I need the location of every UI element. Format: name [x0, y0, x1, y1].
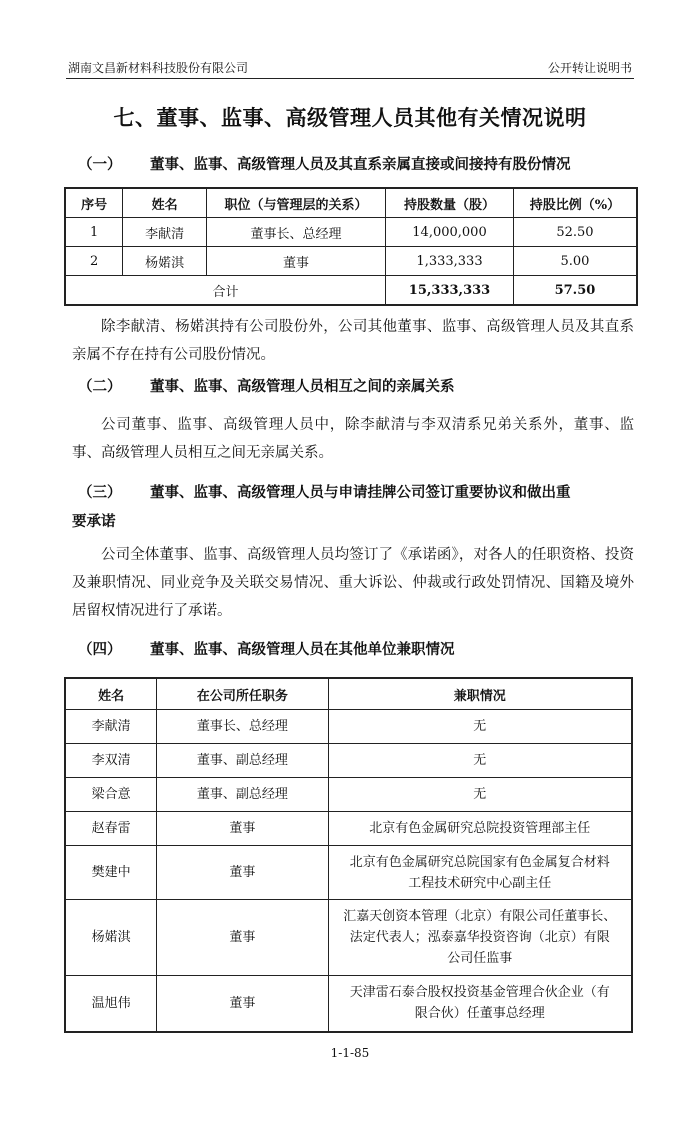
cell-position: 董事长、总经理 [206, 218, 385, 247]
cell-name: 杨婼淇 [123, 247, 207, 276]
cell-name: 李献清 [123, 218, 207, 247]
total-ratio: 57.50 [513, 276, 637, 306]
col-header: 持股比例（%） [513, 188, 637, 218]
cell-name: 赵春雷 [65, 812, 157, 846]
cell-position: 董事、副总经理 [157, 744, 328, 778]
subsection-number: （四） [78, 641, 122, 658]
header-doc-type: 公开转让说明书 [547, 61, 632, 75]
cell-ratio: 5.00 [513, 247, 637, 276]
table-row [65, 247, 637, 276]
cell-part-time [328, 710, 632, 744]
cell-name: 李双清 [65, 744, 157, 778]
page-number: 1-1-85 [330, 1046, 370, 1060]
subsection-number: （一） [78, 156, 122, 173]
subsection-heading-4 [78, 635, 634, 664]
subsection-text: 董事、监事、高级管理人员在其他单位兼职情况 [150, 641, 455, 658]
paragraph-3: 公司全体董事、监事、高级管理人员均签订了《承诺函》，对各人的任职资格、投资及兼职情况、同业竞争及关联交易情况、重大诉讼、仲裁或行政处罚情况、国籍及境外居留权情况进行了承诺。 [72, 547, 634, 619]
part-time-table [64, 677, 633, 1033]
col-header: 在公司所任职务 [157, 678, 328, 710]
col-header: 兼职情况 [328, 678, 632, 710]
cell-part-time [328, 846, 632, 900]
total-shares: 15,333,333 [386, 276, 514, 306]
cell-index: 2 [65, 247, 123, 276]
subsection-number: （三） [78, 484, 122, 501]
cell-position: 董事 [157, 846, 328, 900]
subsection-text: 董事、监事、高级管理人员与申请挂牌公司签订重要协议和做出重 [150, 484, 571, 501]
part-time-line: 工程技术研究中心副主任 [408, 875, 552, 891]
subsection-text: 董事、监事、高级管理人员相互之间的亲属关系 [150, 378, 455, 395]
paragraph-1: 除李献清、杨婼淇持有公司股份外，公司其他董事、监事、高级管理人员及其直系亲属不存在持有公司股份情况。 [72, 319, 634, 363]
cell-shares: 1,333,333 [386, 247, 514, 276]
paragraph-2: 公司董事、监事、高级管理人员中，除李献清与李双清系兄弟关系外，董事、监事、高级管理人员相互之间无亲属关系。 [72, 417, 634, 461]
table-row [65, 812, 632, 846]
col-header: 姓名 [123, 188, 207, 218]
subsection-heading-3 [72, 478, 634, 536]
subsection-heading-2 [78, 372, 634, 401]
cell-part-time [328, 744, 632, 778]
section-title: 七、董事、监事、高级管理人员其他有关情况说明 [113, 105, 587, 130]
cell-position: 董事 [157, 812, 328, 846]
col-header: 职位（与管理层的关系） [206, 188, 385, 218]
part-time-line: 无 [473, 753, 487, 768]
col-header: 姓名 [65, 678, 157, 710]
page-header [66, 56, 634, 79]
table-row [65, 710, 632, 744]
cell-ratio: 52.50 [513, 218, 637, 247]
table-row [65, 218, 637, 247]
part-time-line: 汇嘉天创资本管理（北京）有限公司任董事长、 [343, 909, 617, 924]
cell-position: 董事、副总经理 [157, 778, 328, 812]
table-row [65, 846, 632, 900]
table-header-row [65, 188, 637, 218]
subsection-text: 董事、监事、高级管理人员及其直系亲属直接或间接持有股份情况 [150, 156, 571, 173]
cell-index: 1 [65, 218, 123, 247]
cell-name: 梁合意 [65, 778, 157, 812]
part-time-line: 无 [473, 787, 487, 802]
cell-position: 董事 [157, 976, 328, 1032]
table-row [65, 976, 632, 1032]
total-label: 合计 [65, 276, 386, 306]
part-time-line: 北京有色金属研究总院投资管理部主任 [369, 821, 591, 836]
cell-part-time [328, 976, 632, 1032]
header-company: 湖南文昌新材料科技股份有限公司 [68, 61, 249, 75]
cell-name: 温旭伟 [65, 976, 157, 1032]
table-row [65, 900, 632, 976]
col-header: 序号 [65, 188, 123, 218]
subsection-heading-1 [78, 150, 634, 179]
shareholding-table [64, 187, 638, 306]
subsection-number: （二） [78, 378, 122, 395]
cell-name: 杨婼淇 [65, 900, 157, 976]
cell-part-time [328, 778, 632, 812]
cell-part-time [328, 812, 632, 846]
cell-position: 董事 [206, 247, 385, 276]
cell-part-time [328, 900, 632, 976]
cell-position: 董事长、总经理 [157, 710, 328, 744]
col-header: 持股数量（股） [386, 188, 514, 218]
part-time-line: 法定代表人；泓泰嘉华投资咨询（北京）有限 [349, 930, 610, 945]
part-time-line: 公司任监事 [447, 951, 513, 966]
total-row [65, 276, 637, 306]
part-time-line: 北京有色金属研究总院国家有色金属复合材料 [349, 854, 610, 870]
table-row [65, 778, 632, 812]
table-header-row [65, 678, 632, 710]
part-time-line: 天津雷石泰合股权投资基金管理合伙企业（有 [349, 985, 610, 1001]
part-time-line: 限合伙）任董事总经理 [414, 1006, 545, 1022]
cell-position: 董事 [157, 900, 328, 976]
subsection-text-cont: 要承诺 [72, 513, 116, 530]
cell-shares: 14,000,000 [386, 218, 514, 247]
cell-name: 樊建中 [65, 846, 157, 900]
cell-name: 李献清 [65, 710, 157, 744]
part-time-line: 无 [473, 719, 487, 734]
table-row [65, 744, 632, 778]
